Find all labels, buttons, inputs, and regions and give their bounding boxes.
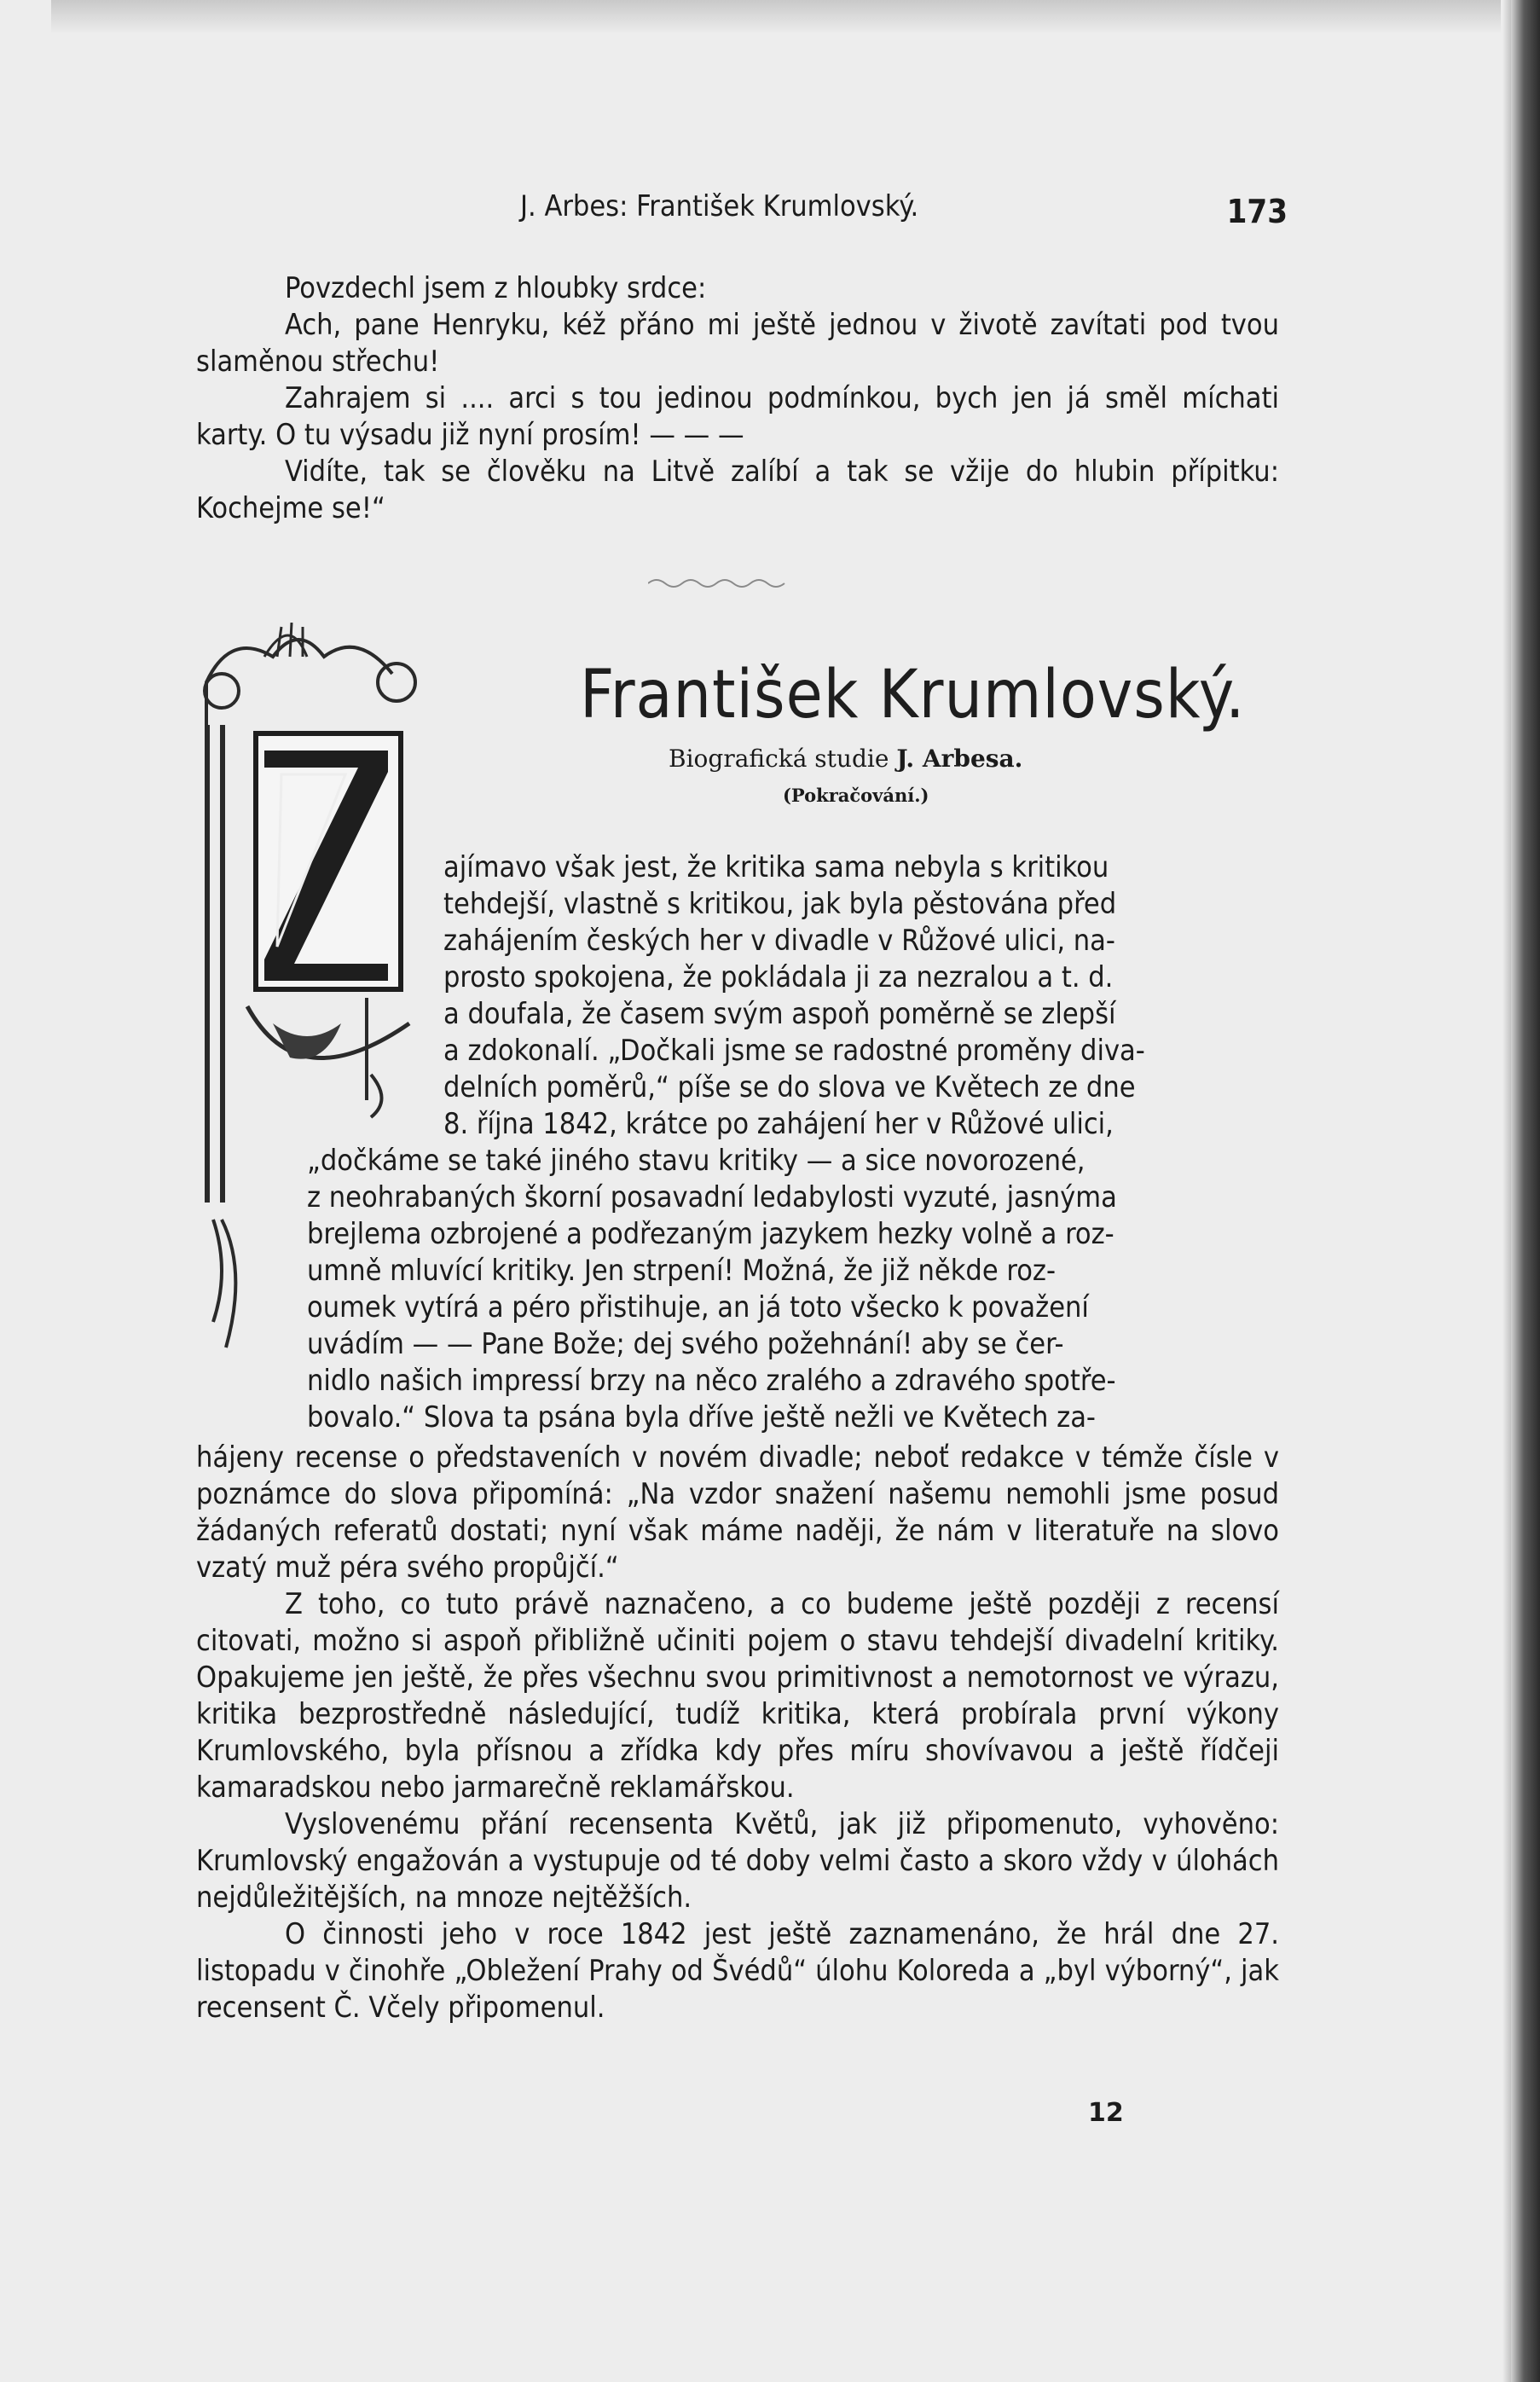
text-line: brejlema ozbrojené a podřezaným jazykem hezky volně a roz- [307, 1217, 1114, 1251]
article-title: František Krumlovský. [580, 657, 1246, 733]
paragraph: Vyslovenému přání recensenta Květů, jak již připomenuto, vyhověno: Krumlovský engažován a vystupuje od té doby velmi často a skoro vždy v úlohách nejdůležitějších, na mnoze nejtěžších. [196, 1807, 1279, 1915]
text-line: prosto spokojena, že pokládala ji za nezralou a t. d. [443, 960, 1114, 994]
subtitle-prefix: Biografická studie [669, 745, 889, 773]
text-line: bovalo.“ Slova ta psána byla dříve ještě nežli ve Květech za- [307, 1400, 1096, 1434]
text-line: delních poměrů,“ píše se do slova ve Květech ze dne [443, 1070, 1136, 1104]
top-text-block [196, 270, 1279, 527]
running-title: J. Arbes: František Krumlovský. [520, 189, 919, 223]
paragraph: Z toho, co tuto právě naznačeno, a co budeme ještě později z recensí citovati, možno si aspoň přibližně učiniti pojem o stavu tehdejší divadelní kritiky. Opakujeme jen ještě, že přes všechnu svou primitivnost a nemotornost ve výrazu, kritika bezprostředně následující, tudíž kritika, která probírala první výkony Krumlovského, byla přísnou a zřídka kdy přes míru shovívavou a ještě řídčeji kamaradskou nebo jarmarečně reklamářskou. [196, 1587, 1279, 1805]
running-header [196, 189, 1288, 232]
section-divider-ornament [648, 573, 819, 590]
paragraph: Vidíte, tak se člověku na Litvě zalíbí a tak se vžije do hlubin přípitku: Kochejme se!“ [196, 455, 1279, 525]
text-line: nidlo našich impressí brzy na něco zralého a zdravého spotře- [307, 1364, 1116, 1398]
text-line: oumek vytírá a péro přistihuje, an já toto všecko k považení [307, 1290, 1089, 1324]
paragraph: Zahrajem si .... arci s tou jedinou podmínkou, bych jen já směl míchati karty. O tu výsadu již nyní prosím! — — — [196, 381, 1279, 452]
text-line: umně mluvící kritiky. Jen strpení! Možná, že již někde roz- [307, 1254, 1057, 1288]
page-number: 173 [1226, 193, 1288, 230]
paragraph: hájeny recense o představeních v novém divadle; neboť redakce v témže čísle v poznámce do slova připomíná: „Na vzdor snažení našemu nemohli jsme posud žádaných referatů dostati; nyní však máme naději, že nám v literatuře na slovo vzatý muž péra svého propůjčí.“ [196, 1440, 1279, 1585]
paragraph: Povzdechl jsem z hloubky srdce: [285, 271, 707, 305]
text-line: tehdejší, vlastně s kritikou, jak byla pěstována před [443, 887, 1117, 921]
article-subtitle [669, 745, 1022, 773]
initial-text-block [443, 849, 1279, 1143]
text-line: 8. října 1842, krátce po zahájení her v Růžové ulici, [443, 1107, 1114, 1141]
text-line: a doufala, že časem svým aspoň poměrně se zlepší [443, 997, 1116, 1031]
main-text-block [196, 1440, 1279, 2026]
paragraph: Ach, pane Henryku, kéž přáno mi ještě jednou v životě zavítati pod tvou slaměnou střechu! [196, 308, 1279, 379]
scan-shadow-top [51, 0, 1501, 34]
paragraph: O činnosti jeho v roce 1842 jest ještě zaznamenáno, že hrál dne 27. listopadu v činohře „Obležení Prahy od Švédů“ úlohu Koloreda a „byl výborný“, jak recensent Č. Včely připomenul. [196, 1917, 1279, 2025]
text-line: „dočkáme se také jiného stavu kritiky — a sice novorozené, [307, 1144, 1086, 1178]
text-line: uvádím — — Pane Bože; dej svého požehnání! aby se čer- [307, 1327, 1064, 1361]
book-spine [1511, 0, 1540, 2382]
mid-text-block [307, 1143, 1279, 1436]
subtitle-author: J. Arbesa. [896, 745, 1023, 773]
printer-signature: 12 [1088, 2098, 1124, 2128]
text-line: zahájením českých her v divadle v Růžové ulici, na- [443, 924, 1115, 958]
text-line: ajímavo však jest, že kritika sama nebyla s kritikou [443, 850, 1109, 884]
continuation-note: (Pokračování.) [783, 785, 929, 806]
text-line: a zdokonalí. „Dočkali jsme se radostné proměny diva- [443, 1034, 1145, 1068]
text-line: z neohrabaných škorní posavadní ledabylosti vyzuté, jasnýma [307, 1180, 1117, 1214]
binding-shadow [1502, 0, 1511, 2382]
